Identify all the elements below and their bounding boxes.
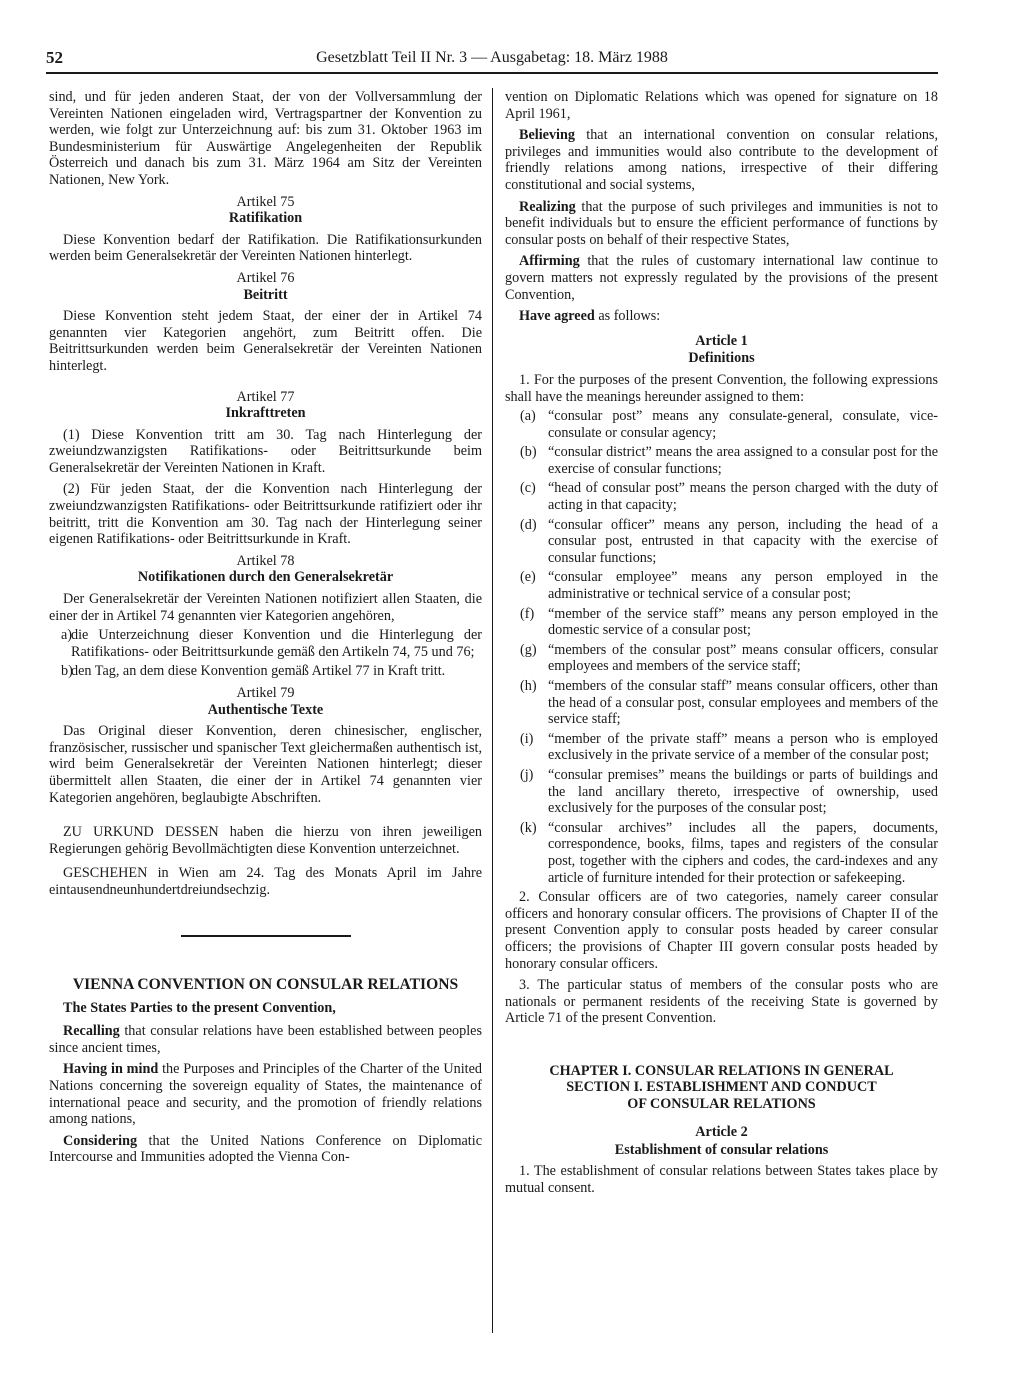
definition-item (505, 517, 938, 567)
item-label: b) (61, 663, 73, 680)
definition-item (505, 678, 938, 728)
definition-label: (f) (520, 605, 535, 622)
definition-item (505, 569, 938, 602)
article-77-paragraph-1: (1) Diese Konvention tritt am 30. Tag nach Hinterlegung der zweiundzwanzigsten Ratifikations- oder Beitrittsurkunde beim Generalsekretär der Vereinten Nationen in Kraft. (49, 426, 482, 476)
article-75-text: Diese Konvention bedarf der Ratifikation. Die Ratifikationsurkunden werden beim Generalsekretär der Vereinten Nationen hinterlegt. (49, 231, 482, 265)
article-2-paragraph-1: 1. The establishment of consular relations between States takes place by mutual consent. (505, 1163, 938, 1196)
article-78-text: Der Generalsekretär der Vereinten Nationen notifiziert allen Staaten, die einer der in Artikel 74 genannten vier Kategorien angehören, (49, 591, 482, 624)
definition-item (505, 408, 938, 441)
section-separator (181, 935, 351, 937)
definition-item (505, 480, 938, 513)
considering-paragraph (49, 1133, 482, 1166)
definition-item (505, 606, 938, 639)
article-78-item-a (49, 627, 482, 660)
article-78-item-b (49, 663, 482, 680)
definition-label: (k) (520, 819, 537, 836)
continued-paragraph: vention on Diplomatic Relations which was opened for signature on 18 April 1961, (505, 89, 938, 122)
article-2-number: Article 2 (695, 1124, 748, 1141)
article-1-number: Article 1 (695, 332, 748, 349)
article-75-title: Ratifikation (228, 210, 303, 227)
article-76-title: Beitritt (243, 286, 288, 303)
keyword: Have agreed (519, 308, 595, 325)
chapter-heading: CHAPTER I. CONSULAR RELATIONS IN GENERAL (549, 1062, 894, 1079)
paragraph-text: as follows: (594, 308, 661, 325)
keyword: Recalling (63, 1023, 120, 1040)
article-77-number: Artikel 77 (236, 388, 295, 405)
header-title: Gesetzblatt Teil II Nr. 3 — Ausgabetag: 18. März 1988 (316, 49, 668, 66)
geschehen-paragraph: GESCHEHEN in Wien am 24. Tag des Monats April im Jahre eintausendneunhundertdreiundsechzig. (49, 865, 482, 898)
definition-label: (h) (520, 678, 537, 694)
definition-text: “members of the consular post” means consular officers, consular employees and members of the service staff; (548, 641, 938, 675)
article-77-title: Inkrafttreten (225, 405, 306, 422)
definition-label: (e) (520, 569, 536, 586)
definition-text: “consular district” means the area assigned to a consular post for the exercise of consular functions; (548, 444, 938, 477)
definition-item (505, 444, 938, 477)
recalling-paragraph (49, 1023, 482, 1056)
convention-title: VIENNA CONVENTION ON CONSULAR RELATIONS (72, 975, 459, 993)
article-1-paragraph-1: 1. For the purposes of the present Convention, the following expressions shall have the meanings hereunder assigned to them: (505, 371, 938, 405)
paragraph-text: that the United Nations Conference on Diplomatic Intercourse and Immunities adopted the Vienna Con- (49, 1132, 482, 1166)
article-1-paragraph-3: 3. The particular status of members of the consular posts who are nationals or permanent residents of the receiving State is governed by Article 71 of the present Convention. (505, 977, 938, 1027)
definition-text: “head of consular post” means the person charged with the duty of acting in that capacity; (548, 480, 938, 514)
definition-label: (j) (520, 766, 534, 783)
paragraph-text: that the purpose of such privileges and immunities is not to benefit individuals but to ensure the efficient performance of functions by consular posts on behalf of their respective States, (505, 198, 938, 248)
paragraph-text: that consular relations have been established between peoples since ancient times, (49, 1023, 482, 1056)
article-75-number: Artikel 75 (236, 193, 295, 210)
definition-label: (g) (520, 641, 537, 658)
section-heading-continued: OF CONSULAR RELATIONS (627, 1095, 816, 1112)
column-divider (492, 88, 493, 1333)
keyword: Believing (519, 127, 575, 144)
article-79-title: Authentische Texte (207, 701, 324, 718)
article-76-number: Artikel 76 (236, 269, 295, 286)
paragraph-text: that an international convention on consular relations, privileges and immunities would also contribute to the development of friendly relations among nations, irrespective of their differing constitutional and social systems, (505, 127, 938, 193)
definition-label: (i) (520, 730, 534, 747)
article-1-paragraph-2: 2. Consular officers are of two categories, namely career consular officers and honorary consular officers. The provisions of Chapter II of the present Convention apply to consular posts headed by career consular officers; the provisions of Chapter III govern consular posts headed by honorary consular officers. (505, 889, 938, 972)
keyword: Realizing (519, 198, 576, 215)
definition-text: “member of the service staff” means any person employed in the domestic service of a consular post; (548, 605, 938, 639)
paragraph-text: that the rules of customary international law continue to govern matters not expressly regulated by the provisions of the present Convention, (505, 253, 938, 303)
states-parties-line: The States Parties to the present Convention, (63, 999, 336, 1016)
definition-label: (d) (520, 516, 537, 533)
definition-text: “members of the consular staff” means consular officers, other than the head of a consular post, consular employees and members of the service staff; (548, 678, 938, 728)
page-number: 52 (46, 48, 63, 67)
article-79-number: Artikel 79 (236, 685, 295, 701)
affirming-paragraph (505, 253, 938, 303)
page-header (46, 48, 938, 74)
definition-text: “consular archives” includes all the papers, documents, correspondence, books, films, tapes and registers of the consular post, together with the ciphers and codes, the card-indexes and any article of furniture intended for their protection or safekeeping. (548, 819, 938, 886)
item-text: den Tag, an dem diese Konvention gemäß Artikel 77 in Kraft tritt. (71, 663, 446, 680)
left-column (49, 89, 482, 1171)
keyword: Affirming (519, 253, 580, 270)
definition-text: “consular premises” means the buildings or parts of buildings and the land ancillary thereto, irrespective of ownership, used exclusively for the purposes of the consular post; (548, 766, 938, 817)
right-column (505, 89, 938, 1201)
having-in-mind-paragraph (49, 1061, 482, 1127)
keyword: Having in mind (63, 1061, 159, 1078)
definition-item (505, 820, 938, 886)
definition-item (505, 767, 938, 817)
definition-text: “member of the private staff” means a person who is employed exclusively in the private service of a member of the consular post; (548, 730, 938, 764)
definitions-list (505, 408, 938, 886)
definition-label: (a) (520, 408, 536, 425)
article-76-text: Diese Konvention steht jedem Staat, der einer der in Artikel 74 genannten vier Kategorien angehört, zum Beitritt offen. Die Beitrittsurkunden werden beim Generalsekretär der Vereinten Nationen hinterlegt. (49, 308, 482, 374)
definition-item (505, 642, 938, 675)
article-77-paragraph-2: (2) Für jeden Staat, der die Konvention nach Hinterlegung der zweiundzwanzigsten Ratifikations- oder Beitrittsurkunde ratifiziert oder ihr beitritt, tritt die Konvention am 30. Tag nach der Hinterlegung seiner eigenen Ratifikations- oder Beitrittsurkunde in Kraft. (49, 481, 482, 548)
agreed-paragraph (505, 308, 938, 325)
item-text: die Unterzeichnung dieser Konvention und die Hinterlegung der Ratifikations- oder Beitrittsurkunde gemäß den Artikeln 74, 75 und 76; (71, 627, 482, 660)
section-heading: SECTION I. ESTABLISHMENT AND CONDUCT (566, 1079, 877, 1096)
article-78-number: Artikel 78 (236, 552, 295, 569)
keyword: Considering (63, 1132, 138, 1149)
definition-text: “consular officer” means any person, including the head of a consular post, entrusted in that capacity with the exercise of consular functions; (548, 516, 938, 566)
intro-paragraph: sind, und für jeden anderen Staat, der von der Vollversammlung der Vereinten Nationen eingeladen wird, Vertragspartner der Konvention zu werden, wie folgt zur Unterzeichnung auf: bis zum 31. Oktober 1963 im Bundesministerium für Auswärtige Angelegenheiten der Republik Österreich und danach bis zum 31. März 1964 am Sitz der Vereinten Nationen, New York. (49, 89, 482, 188)
definition-label: (b) (520, 444, 537, 461)
definition-label: (c) (520, 480, 536, 497)
realizing-paragraph (505, 199, 938, 249)
article-2-title: Establishment of consular relations (614, 1141, 829, 1158)
article-1-title: Definitions (688, 350, 755, 367)
article-79-text: Das Original dieser Konvention, deren chinesischer, englischer, französischer, russischer und spanischer Text gleichermaßen authentisch ist, wird beim Generalsekretär der Vereinten Nationen hinterlegt; dieser übermittelt allen Staaten, die einer der in Artikel 74 genannten vier Kategorien angehören, beglaubigte Abschriften. (49, 723, 482, 806)
definition-text: “consular post” means any consulate-general, consulate, vice-consulate or consular agency; (548, 408, 938, 441)
definition-item (505, 731, 938, 764)
article-78-title: Notifikationen durch den Generalsekretär (137, 569, 394, 586)
believing-paragraph (505, 127, 938, 193)
item-label: a) (61, 627, 73, 644)
paragraph-text: the Purposes and Principles of the Charter of the United Nations concerning the sovereign equality of States, the maintenance of international peace and security, and the promotion of friendly relations among nations, (49, 1061, 482, 1128)
urkund-paragraph: ZU URKUND DESSEN haben die hierzu von ihren jeweiligen Regierungen gehörig Bevollmächtigten diese Konvention unterzeichnet. (49, 824, 482, 857)
definition-text: “consular employee” means any person employed in the administrative or technical service of a consular post; (548, 569, 938, 603)
